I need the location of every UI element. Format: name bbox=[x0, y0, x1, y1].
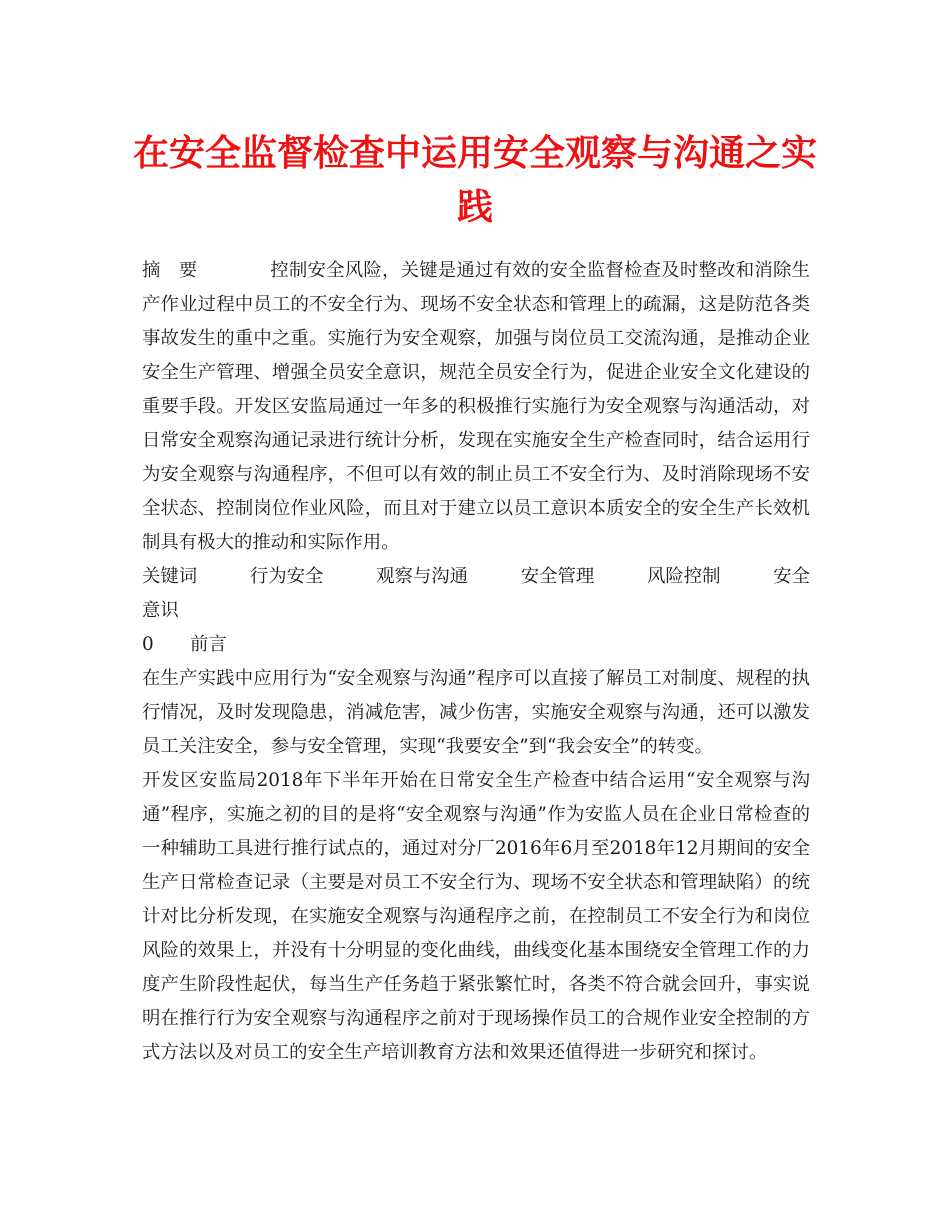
keyword-item: 安全 bbox=[773, 566, 810, 587]
section-heading bbox=[142, 628, 810, 662]
document-title: 在安全监督检查中运用安全观察与沟通之实践 bbox=[132, 132, 817, 228]
section-title: 前言 bbox=[190, 634, 227, 655]
keyword-item: 安全管理 bbox=[520, 566, 595, 587]
keywords-continuation: 意识 bbox=[142, 600, 179, 621]
keyword-item: 风险控制 bbox=[646, 566, 721, 587]
abstract-paragraph bbox=[142, 254, 810, 560]
abstract-text: 控制安全风险，关键是通过有效的安全监督检查及时整改和消除生产作业过程中员工的不安全行为、现场不安全状态和管理上的疏漏，这是防范各类事故发生的重中之重。实施行为安全观察，加强与岗位员工交流沟通，是推动企业安全生产管理、增强全员安全意识，规范全员安全行为，促进企业安全文化建设的重要手段。开发区安监局通过一年多的积极推行实施行为安全观察与沟通活动，对日常安全观察沟通记录进行统计分析，发现在实施安全生产检查同时，结合运用行为安全观察与沟通程序，不但可以有效的制止员工不安全行为、及时消除现场不安全状态、控制岗位作业风险，而且对于建立以员工意识本质安全的安全生产长效机制具有极大的推动和实际作用。 bbox=[142, 260, 810, 553]
body-paragraph: 开发区安监局2018年下半年开始在日常安全生产检查中结合运用“安全观察与沟通”程序，实施之初的目的是将“安全观察与沟通”作为安监人员在企业日常检查的一种辅助工具进行推行试点的，通过对分厂2016年6月至2018年12月期间的安全生产日常检查记录（主要是对员工不安全行为、现场不安全状态和管理缺陷）的统计对比分析发现，在实施安全观察与沟通程序之前，在控制员工不安全行为和岗位风险的效果上，并没有十分明显的变化曲线，曲线变化基本围绕安全管理工作的力度产生阶段性起伏，每当生产任务趋于紧张繁忙时，各类不符合就会回升，事实说明在推行行为安全观察与沟通程序之前对于现场操作员工的合规作业安全控制的方式方法以及对员工的安全生产培训教育方法和效果还值得进一步研究和探讨。 bbox=[142, 770, 810, 1063]
document-body bbox=[142, 254, 810, 1070]
keyword-item: 观察与沟通 bbox=[376, 566, 469, 587]
abstract-label: 摘 要 bbox=[142, 260, 198, 281]
keywords-row bbox=[142, 560, 810, 594]
keyword-item: 行为安全 bbox=[249, 566, 324, 587]
body-paragraph: 在生产实践中应用行为“安全观察与沟通”程序可以直接了解员工对制度、规程的执行情况，及时发现隐患，消减危害，减少伤害，实施安全观察与沟通，还可以激发员工关注安全，参与安全管理，实现“我要安全”到“我会安全”的转变。 bbox=[142, 668, 810, 757]
section-number: 0 bbox=[142, 634, 154, 655]
keywords-label: 关键词 bbox=[142, 566, 198, 587]
